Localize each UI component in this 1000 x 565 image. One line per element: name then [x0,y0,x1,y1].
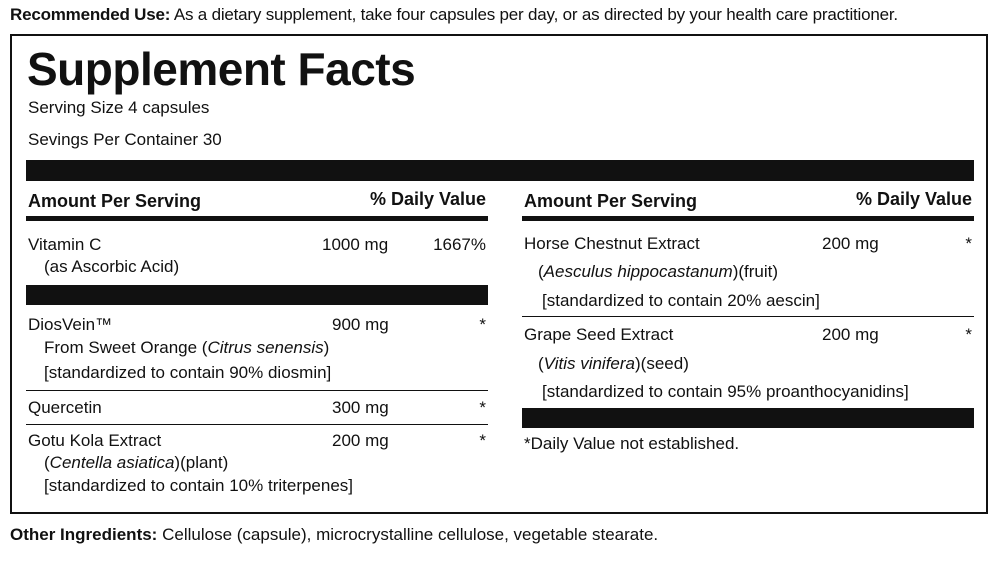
nutrient-dv: * [479,398,486,417]
left-column-header [26,181,488,221]
nutrient-source: (Aesculus hippocastanum)(fruit) [538,262,779,281]
recommended-use-text: As a dietary supplement, take four capsules per day, or as directed by your health care practitioner. [173,5,898,24]
nutrient-amount: 200 mg [822,234,879,253]
right-amount-header: Amount Per Serving [524,191,698,211]
right-column-header [522,181,974,221]
nutrient-standardization: [standardized to contain 10% triterpenes] [44,476,354,495]
nutrient-dv: 1667% [433,235,486,254]
nutrient-sub: (as Ascorbic Acid) [44,257,180,276]
servings-per-container: Sevings Per Container 30 [28,130,222,149]
nutrient-row-quercetin [26,391,488,425]
left-amount-header: Amount Per Serving [28,191,202,211]
nutrient-source: (Vitis vinifera)(seed) [538,354,689,373]
left-column [26,181,488,505]
panel-title: Supplement Facts [27,43,416,95]
other-ingredients-label: Other Ingredients: [10,525,158,544]
nutrient-amount: 1000 mg [322,235,389,254]
daily-value-footnote: *Daily Value not established. [524,434,740,453]
nutrient-name: DiosVein™ [28,315,113,334]
nutrient-name: Quercetin [28,398,102,417]
nutrient-name: Grape Seed Extract [524,325,674,344]
nutrient-row-horse-chestnut [522,221,974,317]
right-dv-header: % Daily Value [855,189,972,209]
nutrient-dv: * [965,325,972,344]
nutrient-source: (Centella asiatica)(plant) [44,453,229,472]
section-divider-bar [26,285,488,305]
supplement-facts-panel [10,34,988,514]
nutrient-dv: * [479,431,486,450]
nutrient-standardization: [standardized to contain 90% diosmin] [44,363,332,382]
nutrient-dv: * [479,315,486,334]
nutrient-name: Gotu Kola Extract [28,431,162,450]
nutrient-row-gotu-kola [26,425,488,505]
recommended-use [10,5,898,25]
nutrient-row-diosvein [26,305,488,391]
nutrient-dv: * [965,234,972,253]
left-dv-header: % Daily Value [369,189,486,209]
nutrient-amount: 200 mg [332,431,389,450]
nutrient-standardization: [standardized to contain 95% proanthocyanidins] [542,382,909,401]
right-column [522,181,974,458]
footnote-row [522,428,974,458]
nutrient-standardization: [standardized to contain 20% aescin] [542,291,820,310]
section-divider-bar [522,408,974,428]
other-ingredients [10,525,658,545]
nutrient-name: Vitamin C [28,235,102,254]
nutrient-name: Horse Chestnut Extract [524,234,700,253]
header-divider-bar [26,160,974,181]
serving-size: Serving Size 4 capsules [28,98,210,117]
other-ingredients-text: Cellulose (capsule), microcrystalline cellulose, vegetable stearate. [162,525,659,544]
nutrient-amount: 300 mg [332,398,389,417]
recommended-use-label: Recommended Use: [10,5,171,24]
nutrient-source: From Sweet Orange (Citrus senensis) [44,338,330,357]
nutrient-row-vitamin-c [26,221,488,285]
nutrient-row-grape-seed [522,317,974,408]
nutrient-amount: 200 mg [822,325,879,344]
nutrient-amount: 900 mg [332,315,389,334]
